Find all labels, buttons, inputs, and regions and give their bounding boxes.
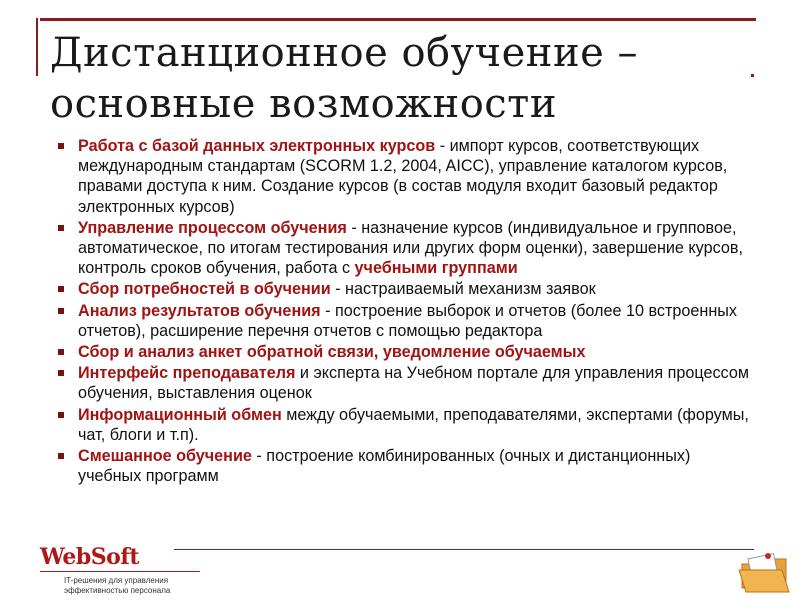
- bullet-term: Смешанное обучение: [78, 447, 252, 466]
- bullet-term: Управление процессом обучения: [78, 218, 347, 237]
- bullet-marker: [58, 412, 64, 418]
- list-item: [58, 279, 758, 299]
- footer-rule: [174, 549, 754, 550]
- title-top-rule: [40, 18, 756, 21]
- bullet-term: Сбор потребностей в обучении: [78, 280, 331, 299]
- bullet-text: - построение комбинированных (очных и дистанционных) учебных программ: [78, 447, 691, 486]
- bullet-text: - импорт курсов, соответствующих международным стандартам (SCORM 1.2, 2004, AICC), управление каталогом курсов, правами доступа к ним. Создание курсов (в состав модуля входит базовый редактор электронных курсов): [78, 137, 728, 216]
- logo-tagline: [64, 576, 204, 596]
- bullet-text: и эксперта на Учебном портале для управления процессом обучения, выставления оценок: [78, 364, 749, 403]
- bullet-marker: [58, 308, 64, 314]
- logo-underline: [40, 571, 200, 572]
- slide-title: [50, 28, 750, 130]
- feature-list: [58, 136, 758, 487]
- title-line-2: основные возможности: [50, 81, 557, 127]
- bullet-term: Сбор и анализ анкет обратной связи, уведомление обучаемых: [78, 343, 586, 362]
- list-item: [58, 218, 758, 279]
- bullet-marker: [58, 453, 64, 459]
- bullet-text: между обучаемыми, преподавателями, экспертами (форумы, чат, блоги и т.п).: [78, 405, 749, 444]
- title-dot: [751, 74, 754, 77]
- list-item: [58, 301, 758, 341]
- logo-wordmark: WebSoft: [40, 544, 139, 570]
- bullet-term: Интерфейс преподавателя: [78, 364, 296, 383]
- title-left-rule: [36, 18, 38, 76]
- list-item: [58, 405, 758, 445]
- bullet-term: Информационный обмен: [78, 405, 282, 424]
- bullet-marker: [58, 370, 64, 376]
- logo-tagline-line-2: эффективностью персонала: [64, 586, 171, 595]
- bullet-text: - настраиваемый механизм заявок: [330, 280, 596, 299]
- list-item: [58, 342, 758, 362]
- list-item: [58, 136, 758, 217]
- bullet-marker: [58, 349, 64, 355]
- list-item: [58, 446, 758, 486]
- logo-tagline-line-1: IT-решения для управления: [64, 576, 169, 585]
- bullet-text: - построение выборок и отчетов (более 10 встроенных отчетов), расширение перечня отчетов с помощью редактора: [78, 301, 738, 340]
- bullet-marker: [58, 143, 64, 149]
- bullet-text: - назначение курсов (индивидуальное и групповое, автоматическое, по итогам тестирования или других форм оценки), завершение курсов, контроль сроков обучения, работа с: [78, 218, 743, 278]
- list-item: [58, 363, 758, 403]
- title-line-1: Дистанционное обучение –: [50, 30, 638, 76]
- bullet-marker: [58, 225, 64, 231]
- bullet-term-secondary: учебными группами: [354, 259, 518, 278]
- bullet-term: Анализ результатов обучения: [78, 301, 321, 320]
- bullet-marker: [58, 286, 64, 292]
- websoft-logo: [40, 544, 190, 594]
- bullet-term: Работа с базой данных электронных курсов: [78, 137, 436, 155]
- folder-icon: [736, 548, 796, 598]
